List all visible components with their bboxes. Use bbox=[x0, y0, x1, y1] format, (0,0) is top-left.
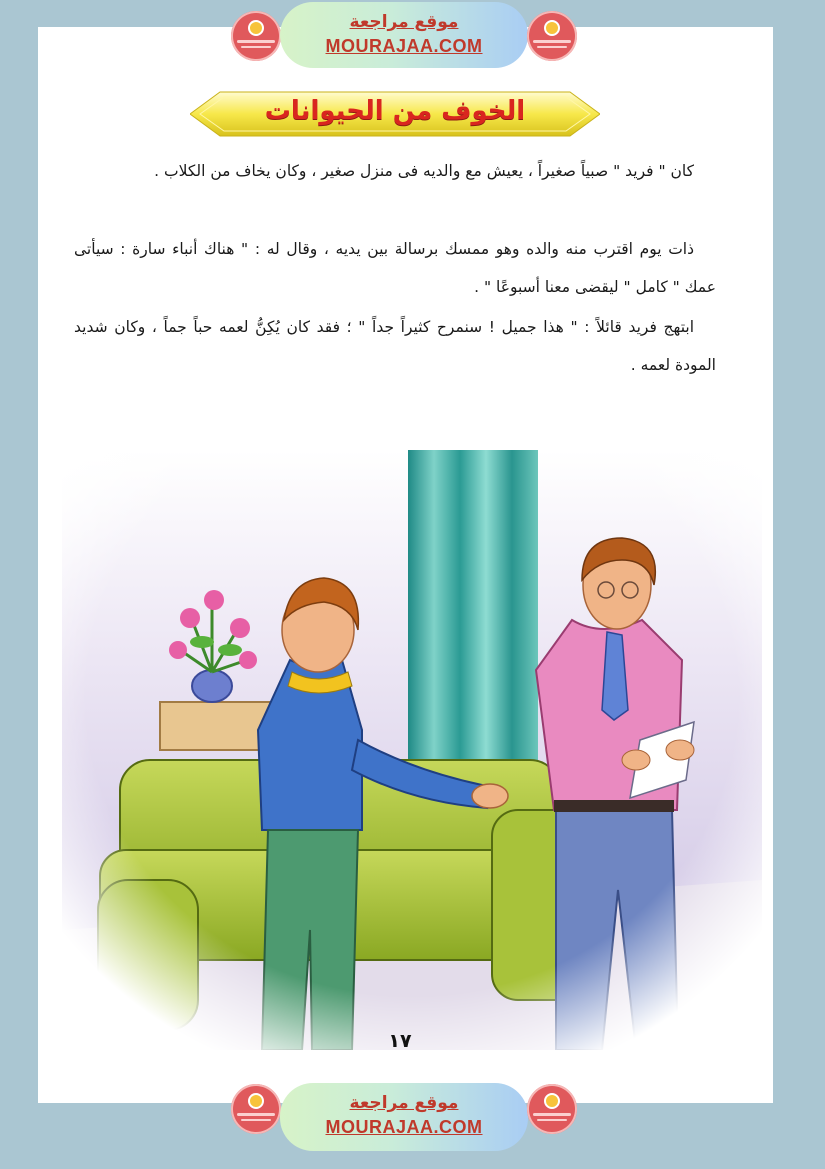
paragraph-1 bbox=[74, 152, 716, 190]
mourajaa-logo-icon bbox=[231, 1084, 281, 1134]
page-title: الخوف من الحيوانات bbox=[264, 96, 526, 126]
mourajaa-logo-icon bbox=[527, 11, 577, 61]
mourajaa-logo-icon bbox=[527, 1084, 577, 1134]
story-illustration bbox=[62, 410, 762, 1054]
watermark-arabic: موقع مراجعة bbox=[349, 12, 459, 32]
page-number: ١٧ bbox=[388, 1030, 412, 1052]
watermark-banner-bottom[interactable] bbox=[280, 1083, 528, 1151]
paragraph-3 bbox=[74, 308, 716, 384]
watermark-arabic: موقع مراجعة bbox=[349, 1093, 459, 1113]
mourajaa-logo-icon bbox=[231, 11, 281, 61]
paragraph-2 bbox=[74, 230, 716, 306]
title-ribbon bbox=[190, 88, 600, 140]
paragraph-text: ابتهج فريد قائلاً : " هذا جميل ! سنمرح كثيراً جداً " ؛ فقد كان يُكِنُّ لعمه حباً جماً ، وكان شديد المودة لعمه . bbox=[74, 318, 716, 374]
watermark-english[interactable]: MOURAJAA.COM bbox=[325, 1117, 483, 1137]
watermark-english[interactable]: MOURAJAA.COM bbox=[325, 36, 483, 56]
watermark-banner-top[interactable] bbox=[280, 2, 528, 68]
paragraph-text: ذات يوم اقترب منه والده وهو ممسك برسالة بين يديه ، وقال له : " هناك أنباء سارة : سيأتى عمك " كامل " ليقضى معنا أسبوعًا " . bbox=[74, 240, 716, 296]
paragraph-text: كان " فريد " صبياً صغيراً ، يعيش مع والديه فى منزل صغير ، وكان يخاف من الكلاب . bbox=[154, 162, 694, 180]
